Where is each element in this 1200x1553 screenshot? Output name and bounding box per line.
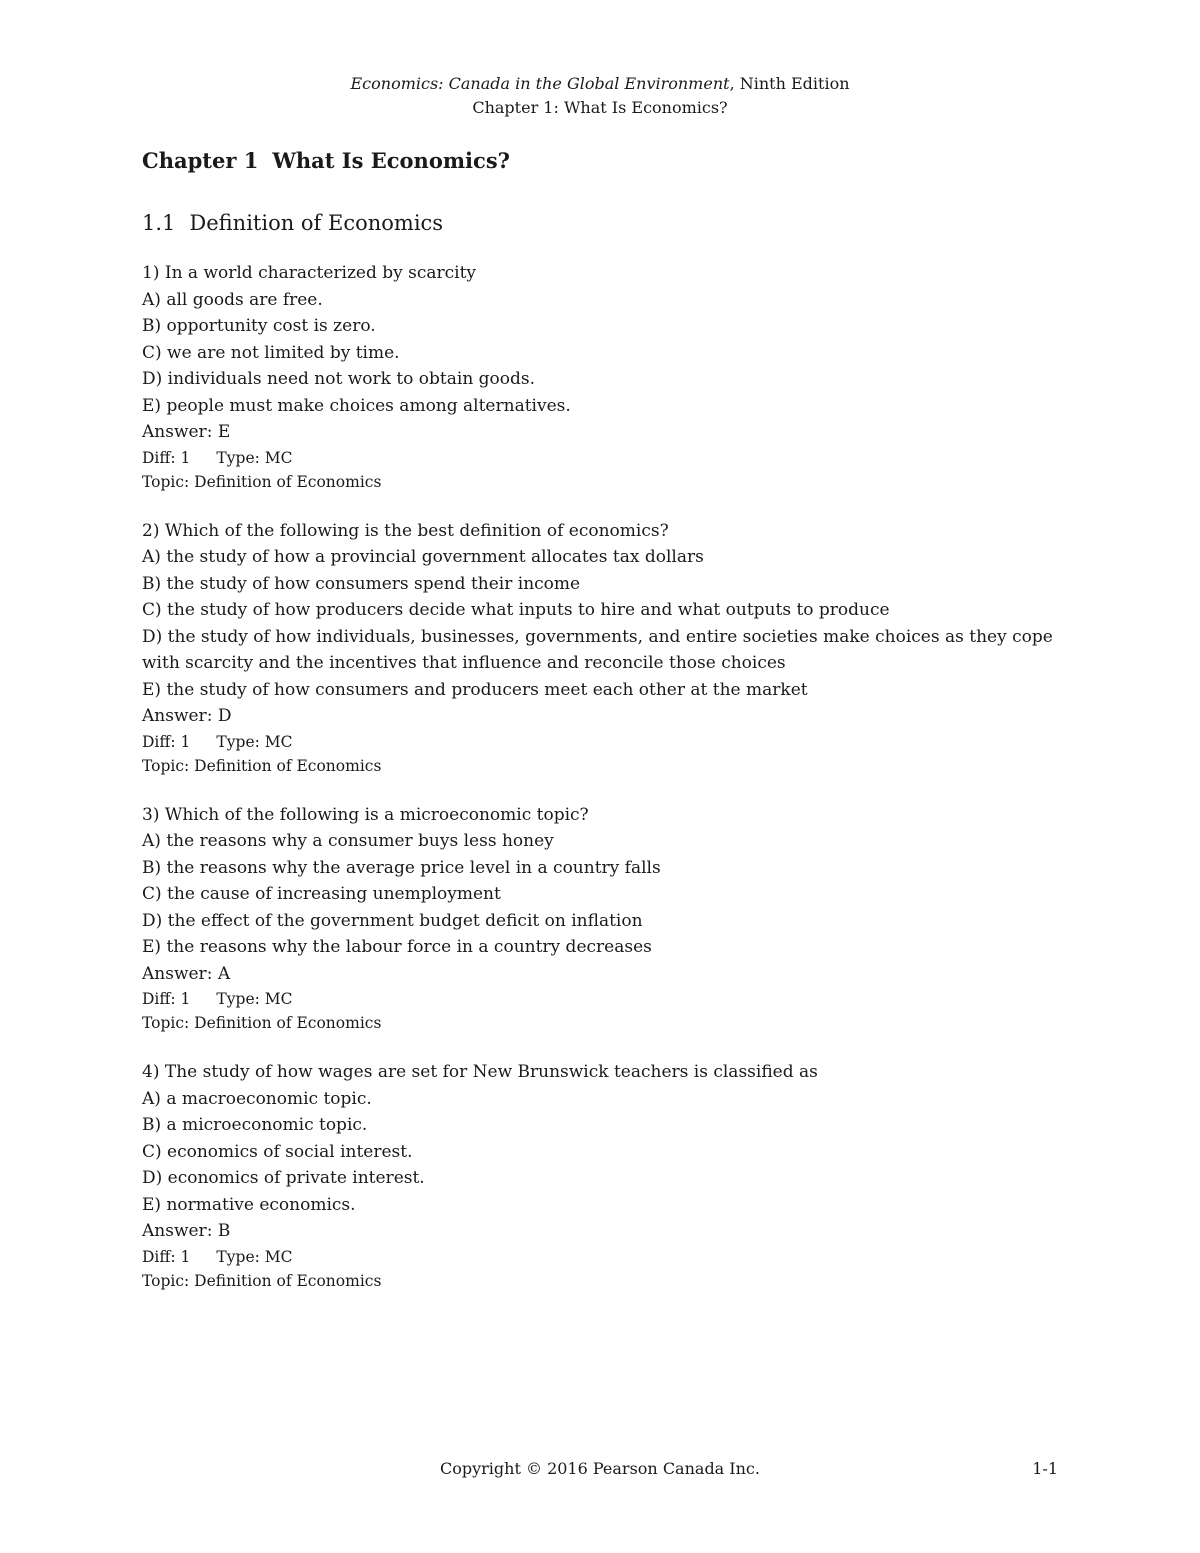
option-a: A) all goods are free. (142, 289, 323, 310)
option-b: B) opportunity cost is zero. (142, 316, 376, 336)
option-a: A) the study of how a provincial government allocates tax dollars (142, 547, 704, 567)
option-a: A) the reasons why a consumer buys less honey (142, 831, 554, 851)
question-stem: 2) Which of the following is the best definition of economics? (142, 520, 669, 541)
copyright-notice: Copyright © 2016 Pearson Canada Inc. (440, 1459, 760, 1478)
question-stem: 4) The study of how wages are set for New Brunswick teachers is classified as (142, 1062, 818, 1082)
section-title (142, 208, 1062, 238)
difficulty-type (142, 446, 1062, 470)
answer: Answer: B (142, 1221, 231, 1241)
topic: Topic: Definition of Economics (142, 1271, 382, 1290)
page-content (142, 146, 1062, 1317)
option-e: E) normative economics. (142, 1194, 356, 1215)
section-number: 1.1 (142, 211, 176, 235)
question-list (142, 260, 1062, 1293)
chapter-number: Chapter 1 (142, 148, 259, 173)
topic: Topic: Definition of Economics (142, 756, 382, 775)
book-title: Economics: Canada in the Global Environment (350, 74, 730, 93)
difficulty: Diff: 1 (142, 990, 191, 1008)
answer: Answer: E (142, 422, 231, 442)
topic: Topic: Definition of Economics (142, 472, 382, 491)
chapter-title (142, 146, 1062, 176)
option-d: D) economics of private interest. (142, 1168, 425, 1188)
option-c: C) the cause of increasing unemployment (142, 884, 501, 904)
question-1 (142, 260, 1062, 494)
option-d: D) the effect of the government budget deficit on inflation (142, 910, 643, 931)
option-b: B) the reasons why the average price level in a country falls (142, 857, 661, 878)
page-number: 1-1 (1032, 1459, 1058, 1478)
difficulty: Diff: 1 (142, 732, 191, 751)
difficulty-type (142, 730, 1062, 754)
option-c: C) we are not limited by time. (142, 342, 400, 363)
page-footer (0, 1456, 1200, 1482)
option-b: B) the study of how consumers spend their income (142, 573, 581, 594)
difficulty-type (142, 987, 1062, 1011)
question-3 (142, 802, 1062, 1036)
question-stem: 1) In a world characterized by scarcity (142, 263, 477, 283)
question-stem: 3) Which of the following is a microeconomic topic? (142, 804, 589, 825)
option-d: D) the study of how individuals, businesses, governments, and entire societies make choices as they cope with scarcity and the incentives that influence and reconcile those choices (142, 626, 1053, 673)
option-a: A) a macroeconomic topic. (142, 1088, 372, 1109)
running-header-book-line (0, 72, 1200, 96)
answer: Answer: A (142, 963, 231, 984)
question-2 (142, 518, 1062, 778)
answer: Answer: D (142, 706, 232, 726)
section-name: Definition of Economics (189, 211, 444, 235)
option-d: D) individuals need not work to obtain goods. (142, 369, 536, 389)
question-type: Type: MC (216, 448, 293, 467)
running-header-chapter-line: Chapter 1: What Is Economics? (472, 98, 728, 117)
book-edition: , Ninth Edition (729, 74, 850, 93)
option-c: C) economics of social interest. (142, 1141, 413, 1162)
topic: Topic: Definition of Economics (142, 1014, 382, 1032)
option-b: B) a microeconomic topic. (142, 1115, 368, 1135)
option-e: E) the reasons why the labour force in a country decreases (142, 937, 652, 957)
option-c: C) the study of how producers decide what inputs to hire and what outputs to produce (142, 600, 890, 620)
chapter-name: What Is Economics? (272, 148, 510, 173)
running-header (0, 72, 1200, 120)
difficulty: Diff: 1 (142, 1247, 191, 1266)
question-4 (142, 1059, 1062, 1293)
question-type: Type: MC (216, 1247, 293, 1266)
difficulty-type (142, 1245, 1062, 1269)
option-e: E) the study of how consumers and producers meet each other at the market (142, 679, 808, 700)
question-type: Type: MC (216, 732, 293, 751)
difficulty: Diff: 1 (142, 448, 191, 467)
option-e: E) people must make choices among alternatives. (142, 395, 571, 416)
question-type: Type: MC (216, 990, 293, 1008)
